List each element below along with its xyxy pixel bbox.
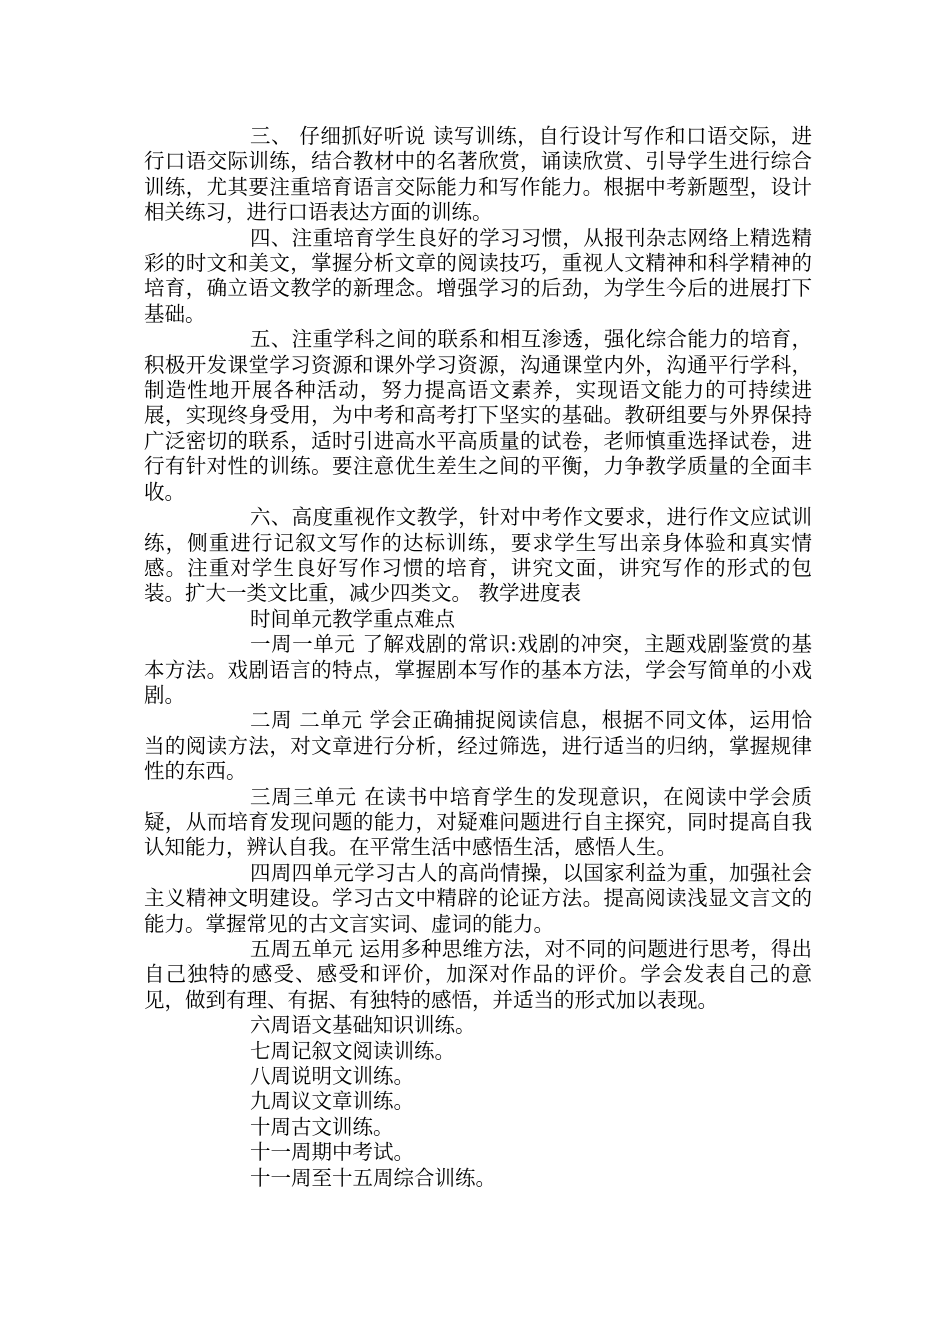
paragraph-interdisciplinary: 五、注重学科之间的联系和相互渗透，强化综合能力的培育，积极开发课堂学习资源和课外学习资源，沟通课堂内外，沟通平行学科，制造性地开展各种活动，努力提高语文素养，实现语文能力的可持续进展，实现终身受用，为中考和高考打下坚实的基础。教研组要与外界保持广泛密切的联系，适时引进高水平高质量的试卷，老师慎重选择试卷，进行有针对性的训练。要注意优生差生之间的平衡，力争教学质量的全面丰收。 — [144, 327, 812, 504]
paragraph-composition: 六、高度重视作文教学，针对中考作文要求，进行作文应试训练，侧重进行记叙文写作的达标训练，要求学生写出亲身体验和真实情感。注重对学生良好写作习惯的培育，讲究文面，讲究写作的形式的包装。扩大一类文比重，减少四类文。 教学进度表 — [144, 505, 812, 606]
document-body — [144, 124, 812, 1191]
schedule-table-header: 时间单元教学重点难点 — [250, 606, 455, 631]
schedule-week-2: 二周 二单元 学会正确捕捉阅读信息，根据不同文体，运用恰当的阅读方法，对文章进行分析，经过筛选，进行适当的归纳，掌握规律性的东西。 — [144, 708, 812, 784]
schedule-week-11: 十一周期中考试。 — [250, 1140, 414, 1165]
schedule-weeks-11-15: 十一周至十五周综合训练。 — [250, 1165, 496, 1190]
schedule-week-10: 十周古文训练。 — [250, 1114, 394, 1139]
schedule-week-7: 七周记叙文阅读训练。 — [250, 1038, 455, 1063]
schedule-week-4: 四周四单元学习古人的高尚情操，以国家利益为重，加强社会主义精神文明建设。学习古文中精辟的论证方法。提高阅读浅显文言文的能力。掌握常见的古文言实词、虚词的能力。 — [144, 860, 812, 936]
schedule-week-3: 三周三单元 在读书中培育学生的发现意识，在阅读中学会质疑，从而培育发现问题的能力，对疑难问题进行自主探究，同时提高自我认知能力，辨认自我。在平常生活中感悟生活，感悟人生。 — [144, 784, 812, 860]
schedule-week-5: 五周五单元 运用多种思维方法，对不同的问题进行思考，得出自己独特的感受、感受和评价，加深对作品的评价。学会发表自己的意见，做到有理、有据、有独特的感悟，并适当的形式加以表现。 — [144, 937, 812, 1012]
schedule-week-1: 一周一单元 了解戏剧的常识:戏剧的冲突，主题戏剧鉴赏的基本方法。戏剧语言的特点，掌握剧本写作的基本方法，学会写简单的小戏剧。 — [144, 632, 812, 707]
schedule-week-6: 六周语文基础知识训练。 — [250, 1013, 476, 1038]
paragraph-study-habits: 四、注重培育学生良好的学习习惯，从报刊杂志网络上精选精彩的时文和美文，掌握分析文章的阅读技巧，重视人文精神和科学精神的培育，确立语文教学的新理念。增强学习的后劲，为学生今后的进展打下基础。 — [144, 225, 812, 326]
schedule-week-8: 八周说明文训练。 — [250, 1064, 414, 1089]
paragraph-listening-speaking: 三、 仔细抓好听说 读写训练，自行设计写作和口语交际，进行口语交际训练，结合教材中的名著欣赏，诵读欣赏、引导学生进行综合训练，尤其要注重培育语言交际能力和写作能力。根据中考新题型，设计相关练习，进行口语表达方面的训练。 — [144, 124, 812, 225]
schedule-week-9: 九周议文章训练。 — [250, 1089, 414, 1114]
